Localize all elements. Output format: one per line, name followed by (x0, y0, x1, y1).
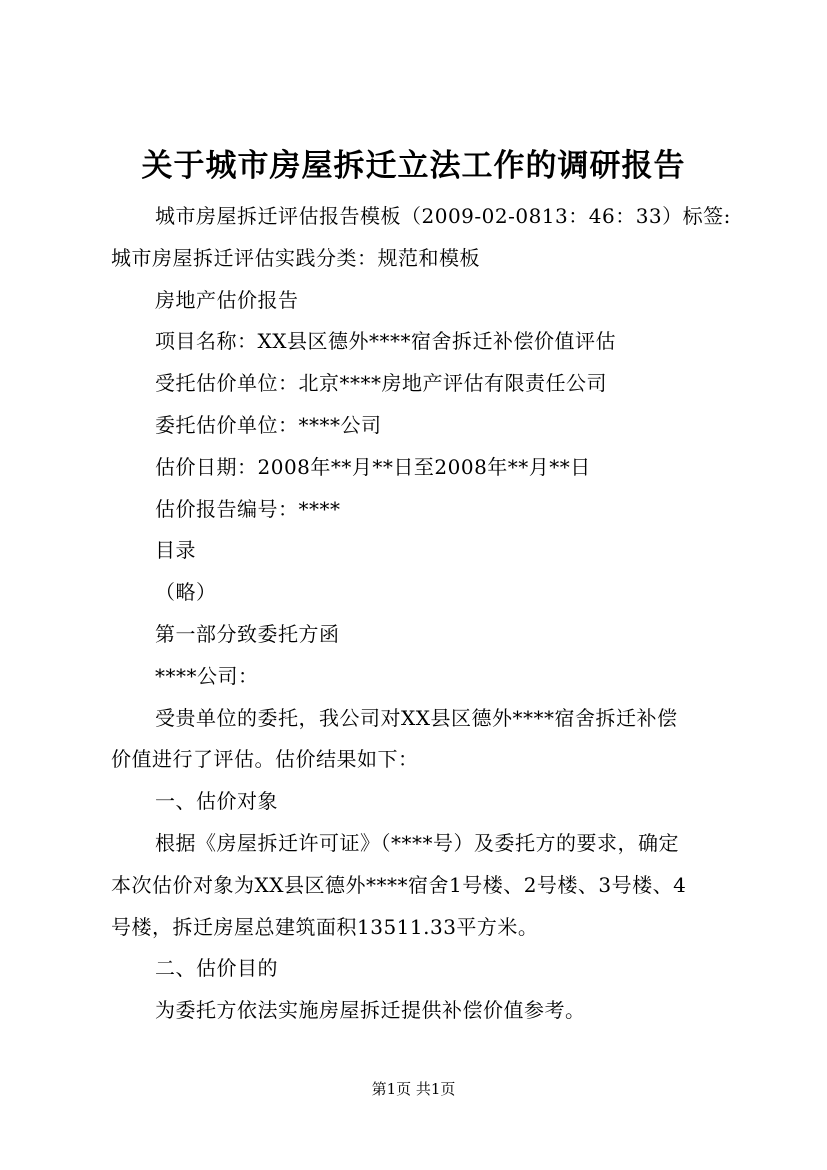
paragraph-report-number: 估价报告编号：**** (155, 496, 341, 521)
paragraph-project-name: 项目名称：XX县区德外****宿舍拆迁补偿价值评估 (155, 329, 616, 354)
paragraph-object-line2: 本次估价对象为XX县区德外****宿舍1号楼、2号楼、3号楼、4 (111, 872, 687, 897)
section-heading-purpose: 二、估价目的 (155, 956, 278, 981)
paragraph-toc-omitted: （略） (155, 580, 217, 605)
paragraph-entrustment-line1: 受贵单位的委托，我公司对XX县区德外****宿舍拆迁补偿 (155, 705, 678, 730)
paragraph-toc-heading: 目录 (155, 538, 196, 563)
paragraph-part-one-heading: 第一部分致委托方函 (155, 621, 340, 646)
paragraph-purpose: 为委托方依法实施房屋拆迁提供补偿价值参考。 (155, 998, 586, 1023)
document-body (111, 196, 731, 1032)
paragraph-client: 委托估价单位：****公司 (155, 412, 382, 437)
paragraph-entrustment-line2: 价值进行了评估。估价结果如下： (111, 747, 419, 772)
paragraph-template-tag: 城市房屋拆迁评估报告模板（2009-02-0813：46：33）标签: (155, 204, 731, 228)
paragraph-report-heading: 房地产估价报告 (155, 287, 299, 312)
paragraph-object-line1: 根据《房屋拆迁许可证》（****号）及委托方的要求，确定 (155, 830, 679, 855)
document-title: 关于城市房屋拆迁立法工作的调研报告 (141, 148, 686, 184)
section-heading-object: 一、估价对象 (155, 789, 278, 814)
paragraph-appraiser: 受托估价单位：北京****房地产评估有限责任公司 (155, 371, 607, 396)
paragraph-category: 城市房屋拆迁评估实践分类：规范和模板 (111, 245, 480, 270)
page-footer: 第1页 共1页 (371, 1080, 456, 1098)
paragraph-object-line3: 号楼，拆迁房屋总建筑面积13511.33平方米。 (111, 914, 539, 939)
paragraph-appraisal-date: 估价日期：2008年**月**日至2008年**月**日 (155, 454, 591, 479)
paragraph-salutation: ****公司： (155, 663, 259, 688)
